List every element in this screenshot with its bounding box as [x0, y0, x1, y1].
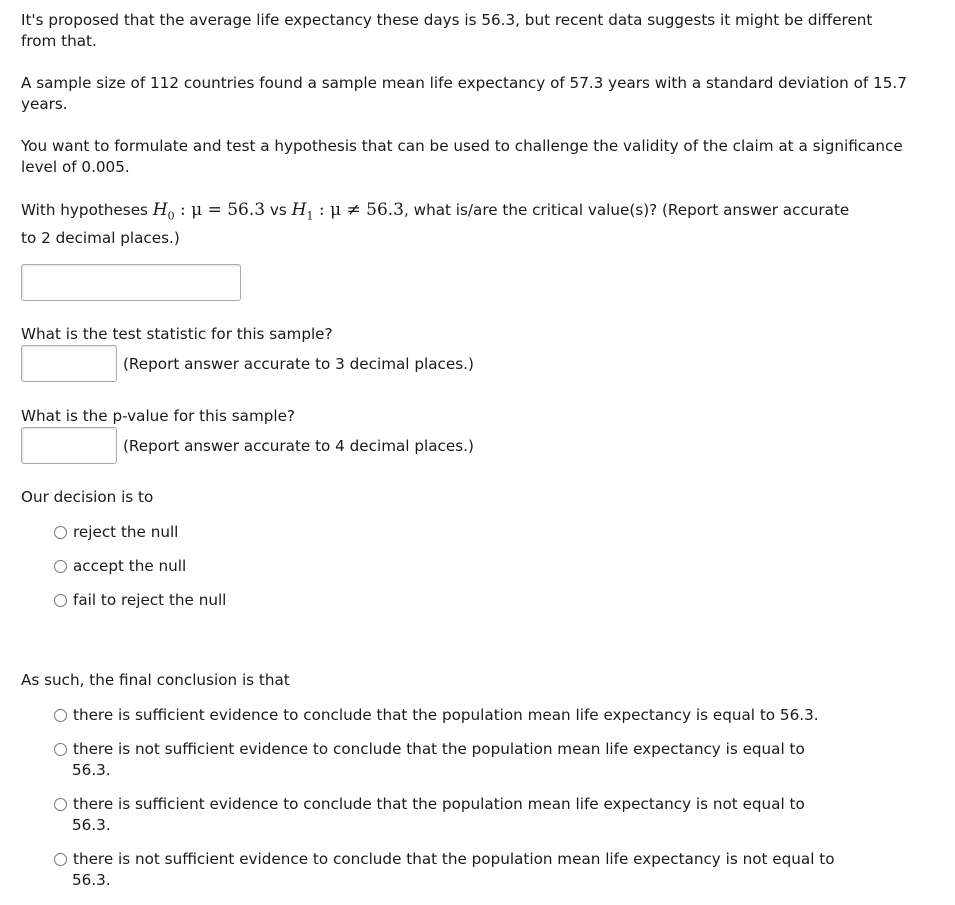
- hypotheses-prefix: With hypotheses: [21, 201, 153, 219]
- critical-value-input[interactable]: [21, 264, 241, 301]
- vs-label: vs: [265, 201, 292, 219]
- intro-paragraph-3: You want to formulate and test a hypothesis that can be used to challenge the validity of the claim at a significance level of 0.005.: [21, 137, 903, 176]
- intro-paragraph-2: A sample size of 112 countries found a sample mean life expectancy of 57.3 years with a standard deviation of 15.7 years.: [21, 74, 907, 113]
- decision-option-accept[interactable]: [54, 556, 914, 577]
- conclusion-option-label: there is sufficient evidence to conclude that the population mean life expectancy is not equal to: [73, 795, 805, 813]
- radio-button[interactable]: [54, 743, 67, 756]
- null-hypothesis: $H_0$ : μ = 56.3: [152, 200, 266, 223]
- hypotheses-question: [21, 199, 851, 250]
- p-value-note: (Report answer accurate to 4 decimal places.): [123, 437, 474, 455]
- conclusion-option-3[interactable]: [54, 794, 914, 836]
- conclusion-option-label-cont: 56.3.: [72, 761, 111, 779]
- p-value-question: What is the p-value for this sample?: [21, 407, 295, 425]
- radio-button[interactable]: [54, 853, 67, 866]
- hypotheses-suffix: , what is/are the critical value(s)? (Report answer accurate to 2 decimal places.): [21, 201, 850, 248]
- radio-button[interactable]: [54, 560, 67, 573]
- alternative-hypothesis: $H_1$ : μ ≠ 56.3: [291, 200, 404, 223]
- radio-button[interactable]: [54, 594, 67, 607]
- decision-option-label: fail to reject the null: [73, 591, 227, 609]
- radio-button[interactable]: [54, 798, 67, 811]
- p-value-input[interactable]: [21, 427, 117, 464]
- conclusion-option-4[interactable]: [54, 849, 914, 891]
- conclusion-option-label: there is sufficient evidence to conclude that the population mean life expectancy is equal to 56.3.: [73, 706, 819, 724]
- radio-button[interactable]: [54, 526, 67, 539]
- decision-option-label: accept the null: [73, 557, 187, 575]
- conclusion-option-label: there is not sufficient evidence to conclude that the population mean life expectancy is equal to: [73, 740, 805, 758]
- decision-option-reject[interactable]: [54, 522, 914, 543]
- conclusion-option-1[interactable]: [54, 705, 914, 726]
- test-statistic-input[interactable]: [21, 345, 117, 382]
- conclusion-question: As such, the final conclusion is that: [21, 671, 290, 689]
- conclusion-option-label-cont: 56.3.: [72, 816, 111, 834]
- decision-option-fail-to-reject[interactable]: [54, 590, 914, 611]
- radio-button[interactable]: [54, 709, 67, 722]
- test-statistic-note: (Report answer accurate to 3 decimal places.): [123, 355, 474, 373]
- intro-paragraph-1: It's proposed that the average life expectancy these days is 56.3, but recent data suggests it might be different from that.: [21, 11, 873, 50]
- conclusion-option-2[interactable]: [54, 739, 914, 781]
- decision-question: Our decision is to: [21, 488, 154, 506]
- test-statistic-question: What is the test statistic for this sample?: [21, 325, 333, 343]
- conclusion-option-label-cont: 56.3.: [72, 871, 111, 889]
- decision-option-label: reject the null: [73, 523, 179, 541]
- conclusion-option-label: there is not sufficient evidence to conclude that the population mean life expectancy is not equal to: [73, 850, 835, 868]
